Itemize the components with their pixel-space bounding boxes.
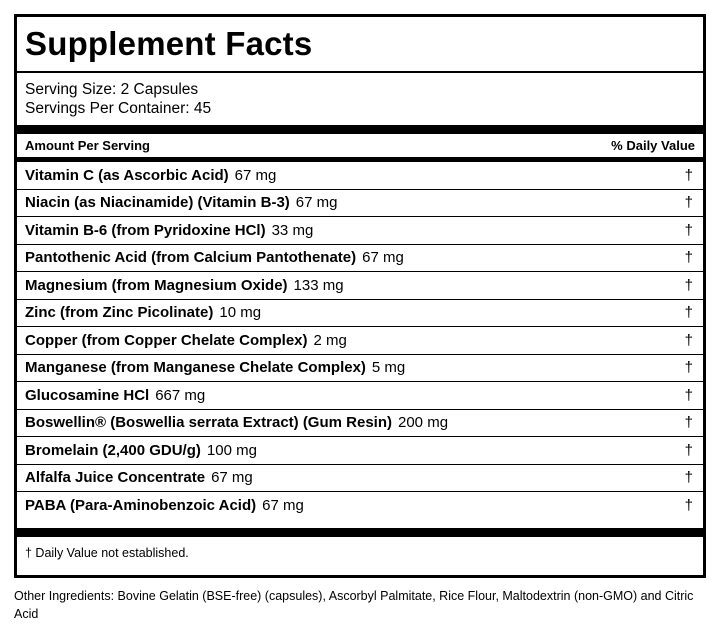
bottom-thick-divider bbox=[17, 528, 703, 537]
nutrient-name: Copper (from Copper Chelate Complex) bbox=[25, 331, 308, 349]
nutrient-name: Vitamin B-6 (from Pyridoxine HCl) bbox=[25, 221, 266, 239]
nutrient-row bbox=[17, 300, 703, 328]
daily-value: † bbox=[684, 414, 693, 432]
nutrient-amount: 5 mg bbox=[371, 359, 406, 377]
footnote: † Daily Value not established. bbox=[25, 545, 189, 560]
daily-value: † bbox=[684, 331, 693, 349]
nutrient-name: PABA (Para-Aminobenzoic Acid) bbox=[25, 497, 257, 515]
daily-value: † bbox=[684, 194, 693, 212]
nutrient-amount: 200 mg bbox=[398, 414, 449, 432]
nutrient-amount: 100 mg bbox=[206, 441, 257, 459]
nutrient-amount: 67 mg bbox=[262, 497, 304, 515]
nutrient-row bbox=[17, 245, 703, 273]
daily-value: † bbox=[684, 359, 693, 377]
daily-value: † bbox=[684, 386, 693, 404]
nutrient-row bbox=[17, 437, 703, 465]
nutrient-name: Manganese (from Manganese Chelate Complex) bbox=[25, 359, 366, 377]
nutrient-row bbox=[17, 162, 703, 190]
nutrient-name: Vitamin C (as Ascorbic Acid) bbox=[25, 166, 229, 184]
servings-per-container: Servings Per Container: 45 bbox=[25, 100, 212, 117]
nutrient-row bbox=[17, 217, 703, 245]
column-header bbox=[17, 134, 703, 157]
nutrient-amount: 67 mg bbox=[362, 249, 404, 267]
nutrient-row bbox=[17, 382, 703, 410]
nutrient-amount: 10 mg bbox=[219, 304, 262, 322]
thick-divider bbox=[17, 125, 703, 134]
nutrient-name: Glucosamine HCl bbox=[25, 386, 150, 404]
nutrient-list bbox=[17, 162, 703, 520]
nutrient-name: Magnesium (from Magnesium Oxide) bbox=[25, 276, 288, 294]
nutrient-name: Zinc (from Zinc Picolinate) bbox=[25, 304, 214, 322]
serving-info bbox=[17, 73, 703, 125]
nutrient-row bbox=[17, 410, 703, 438]
daily-value: † bbox=[684, 497, 693, 515]
nutrient-name: Pantothenic Acid (from Calcium Pantothenate) bbox=[25, 249, 357, 267]
nutrient-name: Niacin (as Niacinamide) (Vitamin B-3) bbox=[25, 194, 290, 212]
other-ingredients: Other Ingredients: Bovine Gelatin (BSE-free) (capsules), Ascorbyl Palmitate, Rice Flour, Maltodextrin (non-GMO) and Citric Acid bbox=[14, 589, 694, 621]
daily-value: † bbox=[684, 469, 693, 487]
nutrient-amount: 667 mg bbox=[155, 386, 206, 404]
daily-value: † bbox=[684, 441, 693, 459]
nutrient-amount: 67 mg bbox=[234, 166, 277, 184]
nutrient-amount: 67 mg bbox=[211, 469, 253, 487]
daily-value: † bbox=[684, 166, 693, 184]
daily-value-header: % Daily Value bbox=[611, 138, 695, 153]
nutrient-name: Alfalfa Juice Concentrate bbox=[25, 469, 206, 487]
nutrient-row bbox=[17, 492, 703, 520]
daily-value: † bbox=[684, 221, 693, 239]
nutrient-amount: 67 mg bbox=[295, 194, 338, 212]
nutrient-amount: 33 mg bbox=[271, 221, 314, 239]
amount-per-serving-header: Amount Per Serving bbox=[25, 138, 150, 153]
nutrient-row bbox=[17, 355, 703, 383]
nutrient-name: Bromelain (2,400 GDU/g) bbox=[25, 441, 201, 459]
nutrient-amount: 2 mg bbox=[313, 331, 347, 349]
nutrient-row bbox=[17, 190, 703, 218]
nutrient-row bbox=[17, 465, 703, 493]
supplement-facts-panel bbox=[14, 14, 706, 578]
serving-size: Serving Size: 2 Capsules bbox=[25, 81, 199, 98]
nutrient-row bbox=[17, 327, 703, 355]
nutrient-amount: 133 mg bbox=[293, 276, 344, 294]
daily-value: † bbox=[684, 249, 693, 267]
nutrient-name: Boswellin® (Boswellia serrata Extract) (Gum Resin) bbox=[25, 414, 392, 432]
panel-title: Supplement Facts bbox=[25, 25, 313, 62]
daily-value: † bbox=[684, 276, 693, 294]
daily-value: † bbox=[684, 304, 693, 322]
nutrient-row bbox=[17, 272, 703, 300]
